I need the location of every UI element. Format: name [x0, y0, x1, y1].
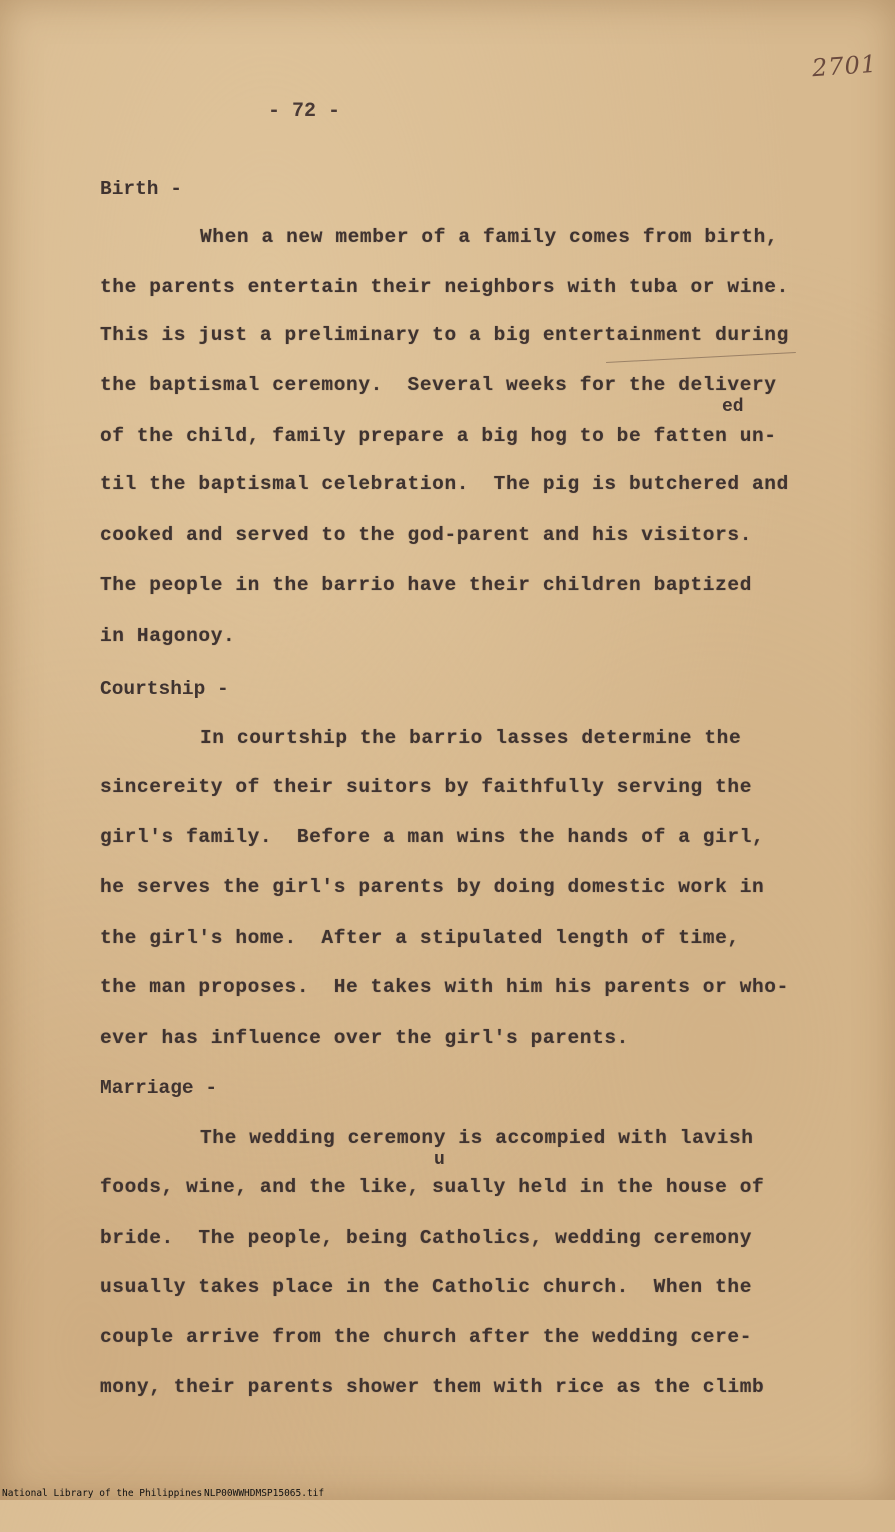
- paragraph-line: bride. The people, being Catholics, wedding ceremony: [100, 1227, 753, 1249]
- paragraph-line: the girl's home. After a stipulated length of time,: [100, 927, 740, 949]
- paragraph-line: couple arrive from the church after the wedding cere-: [100, 1326, 753, 1348]
- paragraph-line: This is just a preliminary to a big entertainment during: [100, 324, 789, 346]
- typed-insertion: u: [434, 1150, 445, 1170]
- paragraph-line: usually takes place in the Catholic church. When the: [100, 1276, 753, 1298]
- paragraph-line: foods, wine, and the like, sually held in the house of: [100, 1176, 765, 1198]
- paragraph-line: When a new member of a family comes from birth,: [200, 226, 779, 248]
- page-number: - 72 -: [268, 100, 341, 123]
- paragraph-line: ever has influence over the girl's parents.: [100, 1027, 629, 1049]
- paragraph-line: The people in the barrio have their children baptized: [100, 574, 753, 596]
- handwritten-note: 2701: [811, 49, 878, 83]
- paragraph-line: cooked and served to the god-parent and his visitors.: [100, 524, 753, 546]
- paragraph-line: he serves the girl's parents by doing domestic work in: [100, 876, 765, 898]
- paragraph-line: in Hagonoy.: [100, 625, 236, 647]
- paragraph-line: the baptismal ceremony. Several weeks for the delivery: [100, 374, 777, 396]
- paragraph-line: The wedding ceremony is accompied with lavish: [200, 1127, 754, 1149]
- section-heading-marriage: Marriage -: [100, 1077, 218, 1099]
- paragraph-line: the man proposes. He takes with him his parents or who-: [100, 976, 789, 998]
- paragraph-line: girl's family. Before a man wins the hands of a girl,: [100, 826, 765, 848]
- paragraph-line: mony, their parents shower them with rice as the climb: [100, 1376, 765, 1398]
- section-heading-courtship: Courtship -: [100, 678, 229, 700]
- section-heading-birth: Birth -: [100, 178, 182, 200]
- paragraph-line: til the baptismal celebration. The pig is butchered and: [100, 473, 789, 495]
- paragraph-line: sincereity of their suitors by faithfully serving the: [100, 776, 753, 798]
- footer-library: National Library of the Philippines: [2, 1488, 203, 1499]
- scan-footer: [0, 1488, 895, 1500]
- paragraph-line: In courtship the barrio lasses determine the: [200, 727, 742, 749]
- paragraph-line: of the child, family prepare a big hog to be fatten un-: [100, 425, 777, 447]
- paragraph-line: the parents entertain their neighbors with tuba or wine.: [100, 276, 789, 298]
- pencil-mark: [606, 352, 796, 365]
- typed-insertion: ed: [722, 397, 744, 417]
- footer-filename: NLP00WWHDMSP15065.tif: [204, 1488, 325, 1499]
